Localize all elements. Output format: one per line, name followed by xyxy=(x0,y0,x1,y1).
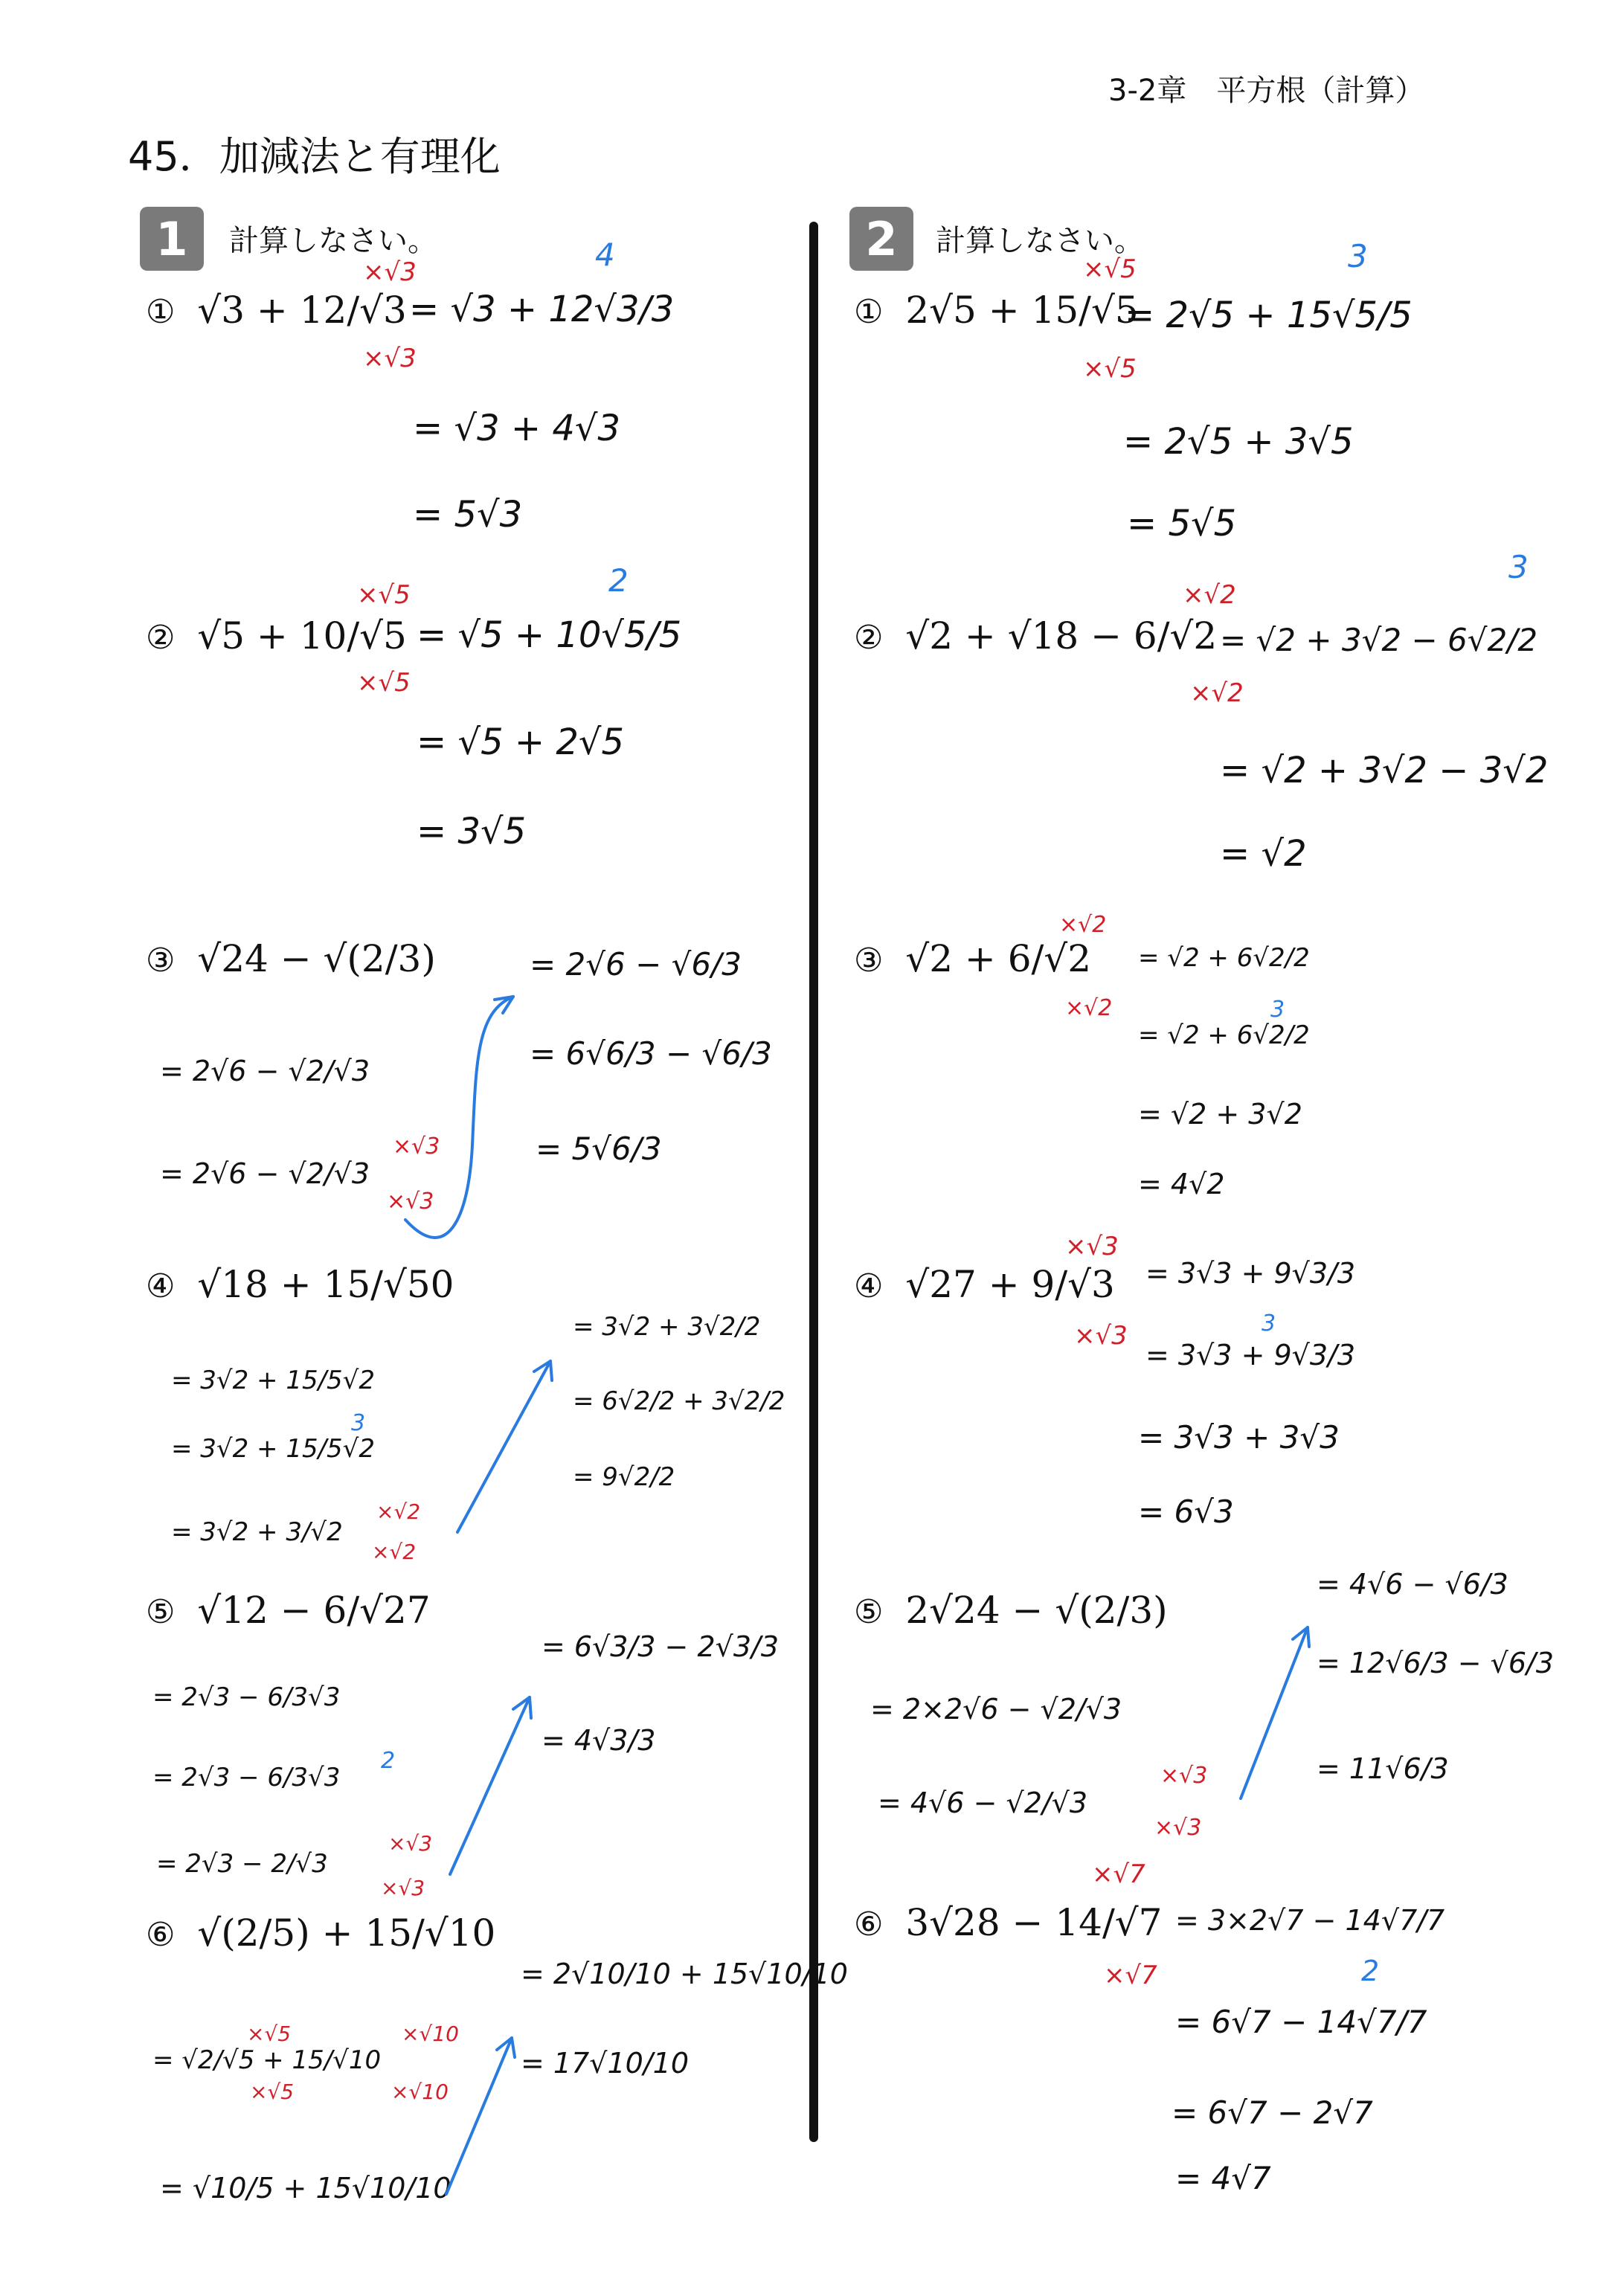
problem-expression: √3 + 12/√3 xyxy=(197,289,407,332)
problem-number: ⑤ xyxy=(854,1593,884,1631)
multiplier-note: ×√5 xyxy=(247,2022,292,2046)
multiplier-note: ×√2 xyxy=(1065,995,1113,1021)
work-line: = √5 + 10√5/5 xyxy=(417,614,682,656)
work-line: = √2 + 3√2 − 3√2 xyxy=(1220,750,1549,791)
work-line: = 2√6 − √2/√3 xyxy=(160,1055,370,1087)
multiplier-note: ×√10 xyxy=(402,2022,459,2046)
arrow-right-5 xyxy=(1241,1627,1308,1798)
multiplier-note: ×√7 xyxy=(1092,1859,1145,1889)
multiplier-note: ×√3 xyxy=(1154,1815,1202,1841)
work-line: = 6√3/3 − 2√3/3 xyxy=(541,1630,780,1663)
problem-expression: √(2/5) + 15/√10 xyxy=(197,1911,496,1955)
problem-expression: 2√24 − √(2/3) xyxy=(905,1589,1168,1632)
cancel-note: 3 xyxy=(1508,549,1529,585)
problem-number: ④ xyxy=(146,1267,176,1305)
work-line: = 3√2 + 15/5√2 xyxy=(171,1434,375,1464)
work-line: = 5√3 xyxy=(413,494,523,536)
problem-number: ⑥ xyxy=(146,1916,176,1954)
work-line: = √3 + 4√3 xyxy=(413,408,620,449)
multiplier-note: ×√2 xyxy=(372,1540,417,1564)
problem-expression: √24 − √(2/3) xyxy=(197,937,436,980)
section-2-badge: 2 xyxy=(849,207,913,271)
problem-expression: √2 + √18 − 6/√2 xyxy=(905,614,1218,657)
work-line: = 2√5 + 3√5 xyxy=(1123,421,1354,463)
problem-number: ⑤ xyxy=(146,1593,176,1631)
work-line: = 4√3/3 xyxy=(541,1724,656,1757)
multiplier-note: ×√2 xyxy=(1183,580,1236,610)
work-line: = 2√6 − √2/√3 xyxy=(160,1157,370,1190)
problem-expression: √12 − 6/√27 xyxy=(197,1589,431,1632)
multiplier-note: ×√2 xyxy=(376,1499,421,1524)
problem-number: ③ xyxy=(146,942,176,980)
problem-expression: √18 + 15/√50 xyxy=(197,1263,454,1306)
multiplier-note: ×√3 xyxy=(1074,1321,1128,1351)
multiplier-note: ×√5 xyxy=(250,2080,295,2104)
work-line: = 3√5 xyxy=(417,811,527,852)
chapter-header: 3-2章 平方根（計算） xyxy=(1108,74,1425,108)
problem-number: ② xyxy=(854,619,884,657)
multiplier-note: ×√3 xyxy=(363,257,417,287)
work-line: = 3√2 + 15/5√2 xyxy=(171,1366,375,1395)
work-line: = 3√2 + 3√2/2 xyxy=(573,1312,761,1342)
cancel-note: 3 xyxy=(351,1410,366,1436)
work-line: = √2/√5 + 15/√10 xyxy=(152,2045,382,2075)
multiplier-note: ×√3 xyxy=(393,1133,440,1160)
multiplier-note: ×√5 xyxy=(1083,354,1137,384)
multiplier-note: ×√5 xyxy=(1083,254,1137,284)
work-line: = √2 + 6√2/2 xyxy=(1138,943,1310,973)
work-line: = 2×2√6 − √2/√3 xyxy=(870,1693,1122,1726)
work-line: = √2 xyxy=(1220,833,1307,875)
cancel-note: 3 xyxy=(1270,997,1285,1023)
work-line: = √2 + 6√2/2 xyxy=(1138,1020,1310,1050)
work-line: = √2 + 3√2 xyxy=(1138,1098,1302,1131)
work-line: = √2 + 3√2 − 6√2/2 xyxy=(1220,622,1538,658)
multiplier-note: ×√10 xyxy=(391,2080,449,2104)
work-line: = 5√5 xyxy=(1127,503,1237,544)
work-line: = 4√6 − √6/3 xyxy=(1317,1568,1508,1601)
problem-expression: √27 + 9/√3 xyxy=(905,1263,1115,1306)
section-1-badge: 1 xyxy=(140,207,204,271)
multiplier-note: ×√2 xyxy=(1190,678,1244,708)
arrow-left-3 xyxy=(405,997,513,1238)
work-line: = 9√2/2 xyxy=(573,1462,675,1492)
work-line: = 3√3 + 3√3 xyxy=(1138,1419,1340,1456)
problem-number: ③ xyxy=(854,942,884,980)
work-line: = 4√6 − √2/√3 xyxy=(878,1787,1088,1819)
work-line: = 2√6 − √6/3 xyxy=(530,946,742,983)
work-line: = 2√3 − 2/√3 xyxy=(156,1849,328,1879)
work-line: = 2√3 − 6/3√3 xyxy=(152,1682,341,1712)
problem-number: ② xyxy=(146,619,176,657)
problem-expression: 3√28 − 14/√7 xyxy=(905,1901,1163,1944)
multiplier-note: ×√2 xyxy=(1059,912,1107,938)
work-line: = 11√6/3 xyxy=(1317,1752,1449,1785)
arrow-left-6 xyxy=(446,2038,512,2194)
work-line: = 2√5 + 15√5/5 xyxy=(1125,295,1413,336)
section-2-instruction: 計算しなさい。 xyxy=(936,224,1144,258)
problem-expression: √2 + 6/√2 xyxy=(905,937,1092,980)
problem-number: ① xyxy=(146,293,176,331)
work-line: = 2√10/10 + 15√10/10 xyxy=(521,1958,848,1990)
work-line: = 6√7 − 14√7/7 xyxy=(1175,2004,1427,2040)
cancel-note: 2 xyxy=(608,562,629,599)
work-line: = √5 + 2√5 xyxy=(417,721,624,763)
page-title: 45．加減法と有理化 xyxy=(128,133,501,180)
multiplier-note: ×√3 xyxy=(381,1876,425,1900)
work-line: = 5√6/3 xyxy=(536,1131,662,1167)
arrow-left-5 xyxy=(450,1697,530,1874)
multiplier-note: ×√3 xyxy=(1160,1763,1208,1789)
cancel-note: 2 xyxy=(381,1748,396,1774)
problem-number: ① xyxy=(854,293,884,331)
work-line: = 4√2 xyxy=(1138,1168,1225,1200)
work-line: = 12√6/3 − √6/3 xyxy=(1317,1647,1555,1679)
problem-number: ⑥ xyxy=(854,1906,884,1943)
work-line: = 17√10/10 xyxy=(521,2047,689,2080)
problem-expression: 2√5 + 15/√5 xyxy=(905,289,1139,332)
multiplier-note: ×√3 xyxy=(363,344,417,373)
multiplier-note: ×√5 xyxy=(357,580,411,610)
work-line: = √3 + 12√3/3 xyxy=(409,289,675,330)
work-line: = 6√7 − 2√7 xyxy=(1172,2094,1373,2131)
work-line: = 4√7 xyxy=(1175,2160,1271,2196)
problem-number: ④ xyxy=(854,1267,884,1305)
multiplier-note: ×√3 xyxy=(388,1831,433,1856)
cancel-note: 2 xyxy=(1361,1955,1380,1987)
cancel-note: 4 xyxy=(595,237,615,273)
work-line: = 6√6/3 − √6/3 xyxy=(530,1035,772,1072)
arrow-left-4 xyxy=(457,1361,550,1532)
work-line: = 3×2√7 − 14√7/7 xyxy=(1175,1904,1445,1937)
work-line: = 6√3 xyxy=(1138,1493,1234,1530)
multiplier-note: ×√3 xyxy=(387,1189,434,1215)
work-line: = 3√2 + 3/√2 xyxy=(171,1517,343,1547)
multiplier-note: ×√5 xyxy=(357,668,411,698)
work-line: = 3√3 + 9√3/3 xyxy=(1145,1339,1356,1372)
section-1-instruction: 計算しなさい。 xyxy=(229,224,437,258)
multiplier-note: ×√7 xyxy=(1104,1961,1157,1990)
problem-expression: √5 + 10/√5 xyxy=(197,614,407,657)
cancel-note: 3 xyxy=(1262,1311,1276,1337)
work-line: = √10/5 + 15√10/10 xyxy=(160,2172,451,2205)
work-line: = 2√3 − 6/3√3 xyxy=(152,1763,341,1792)
cancel-note: 3 xyxy=(1348,238,1368,274)
work-line: = 3√3 + 9√3/3 xyxy=(1145,1257,1356,1290)
work-line: = 6√2/2 + 3√2/2 xyxy=(573,1386,785,1416)
multiplier-note: ×√3 xyxy=(1065,1232,1119,1261)
